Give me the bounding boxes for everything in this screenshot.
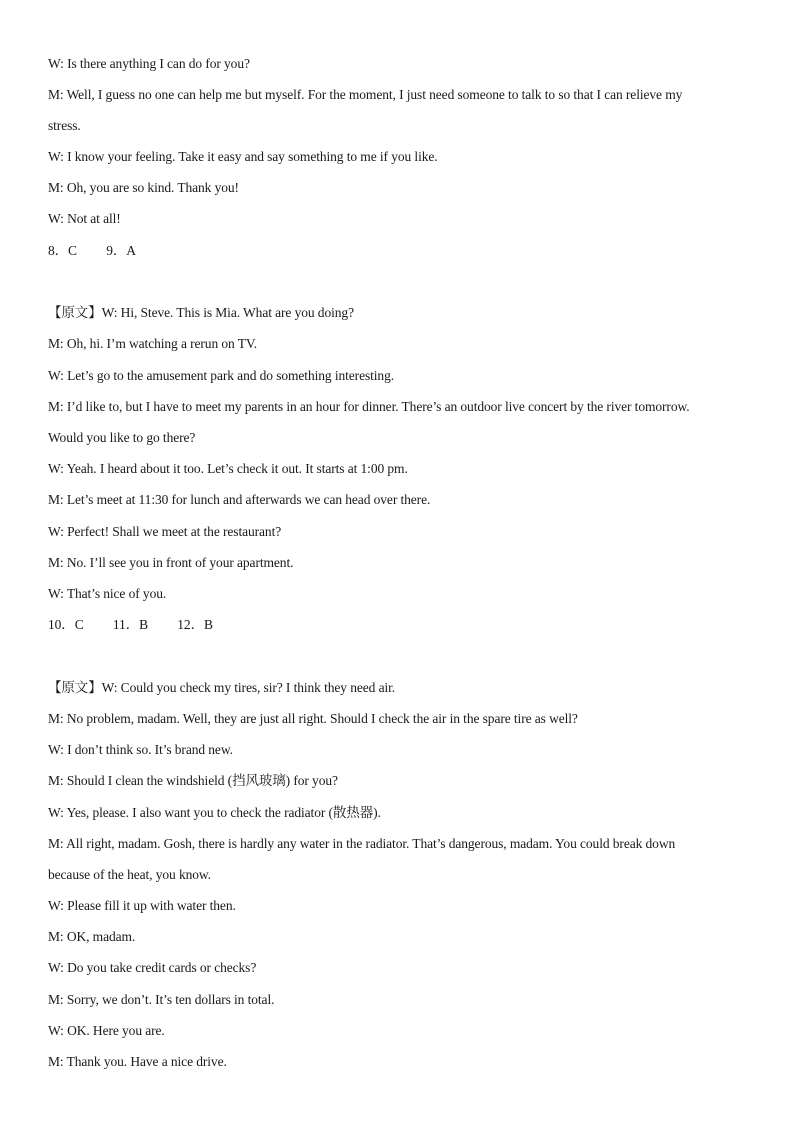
text-line: W: Please fill it up with water then. [48,898,236,913]
text-line: because of the heat, you know. [48,867,211,882]
answer-item: 12．B [177,617,213,632]
text-line: W: Yeah. I heard about it too. Let’s check it out. It starts at 1:00 pm. [48,461,408,476]
text-line: M: No. I’ll see you in front of your apartment. [48,555,294,570]
answer-item: 8．C [48,243,77,258]
text-line: M: Oh, you are so kind. Thank you! [48,180,239,195]
text-line: M: OK, madam. [48,929,136,944]
text-line: Would you like to go there? [48,430,196,445]
text-line: W: OK. Here you are. [48,1023,165,1038]
answer-item: 11．B [112,617,148,632]
text-line: M: Oh, hi. I’m watching a rerun on TV. [48,336,258,351]
answer-item: 10．C [48,617,84,632]
text-line: M: All right, madam. Gosh, there is hardly any water in the radiator. That’s dangerous, madam. You could break down [48,836,676,851]
text-line: W: Is there anything I can do for you? [48,56,250,71]
text-line: W: Yes, please. I also want you to check the radiator (散热器). [48,805,381,820]
text-line: W: I don’t think so. It’s brand new. [48,742,233,757]
answer-key [48,617,754,633]
text-line: M: Sorry, we don’t. It’s ten dollars in total. [48,992,275,1007]
text-line: M: No problem, madam. Well, they are just all right. Should I check the air in the spare tire as well? [48,711,578,726]
text-line: W: I know your feeling. Take it easy and say something to me if you like. [48,149,438,164]
text-line: M: Well, I guess no one can help me but myself. For the moment, I just need someone to talk to so that I can relieve my [48,87,683,102]
text-line: stress. [48,118,81,133]
text-line: W: Not at all! [48,211,121,226]
text-line: W: Perfect! Shall we meet at the restaurant? [48,524,282,539]
text-line: W: Do you take credit cards or checks? [48,960,257,975]
text-line: M: Thank you. Have a nice drive. [48,1054,227,1069]
text-line: W: Let’s go to the amusement park and do something interesting. [48,368,394,383]
text-line: M: Should I clean the windshield (挡风玻璃) for you? [48,773,338,788]
text-line: 【原文】W: Could you check my tires, sir? I think they need air. [48,680,396,695]
text-line: W: That’s nice of you. [48,586,167,601]
answer-key [48,243,754,259]
answer-item: 9．A [106,243,136,258]
text-line: 【原文】W: Hi, Steve. This is Mia. What are you doing? [48,305,354,320]
text-line: M: Let’s meet at 11:30 for lunch and afterwards we can head over there. [48,492,431,507]
text-line: M: I’d like to, but I have to meet my parents in an hour for dinner. There’s an outdoor live concert by the river tomorrow. [48,399,690,414]
